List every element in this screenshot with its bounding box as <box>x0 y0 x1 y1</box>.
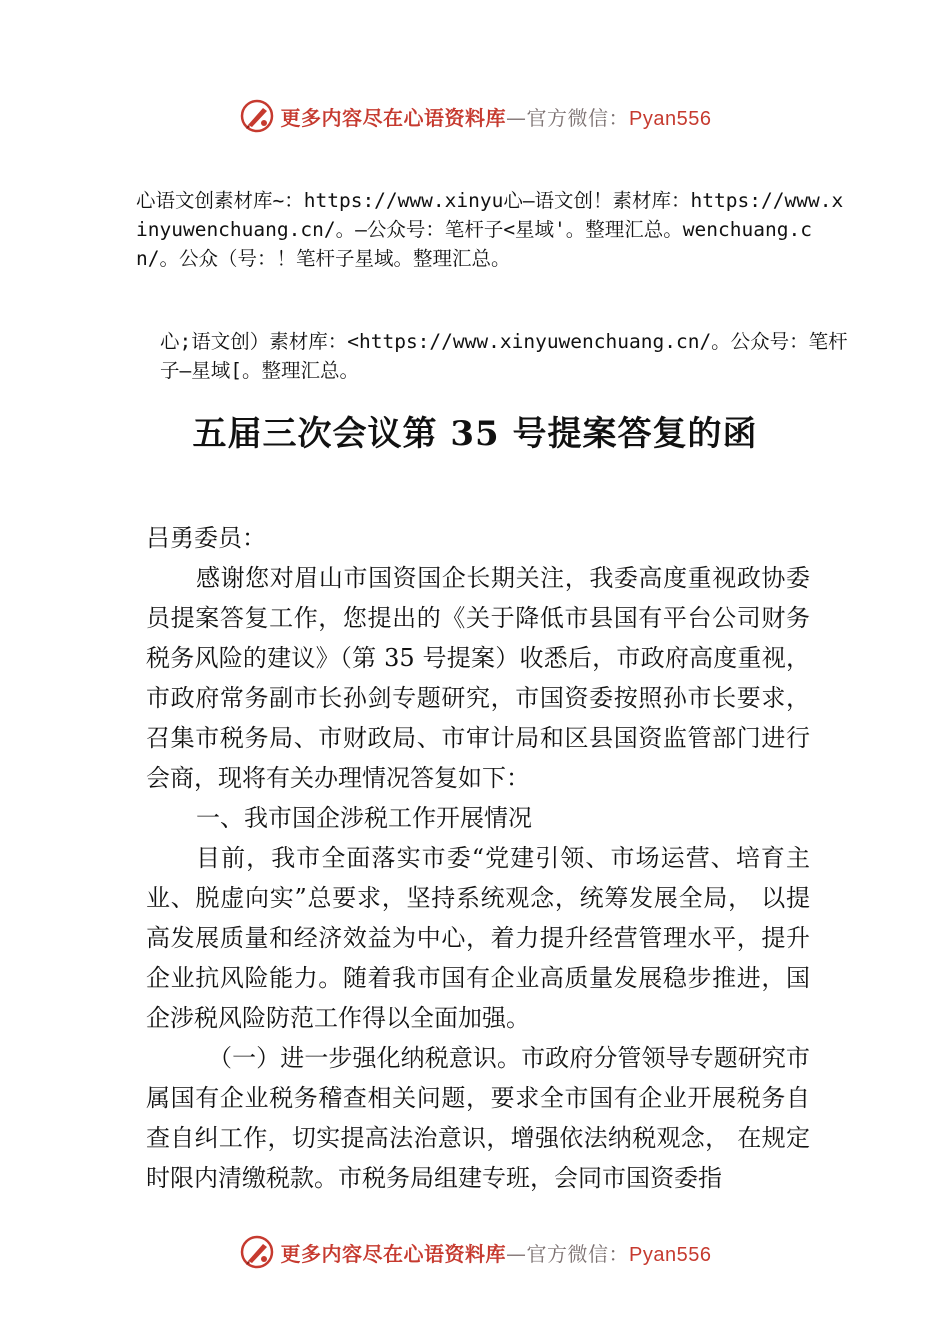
header-banner <box>0 96 950 136</box>
paragraph-intro: 感谢您对眉山市国资国企长期关注，我委高度重视政协委员提案答复工作，您提出的《关于降低市县国有平台公司财务税务风险的建议》（第 35 号提案）收悉后，市政府高度重视，市政府常务副市长孙剑专题研究，市国资委按照孙市长要求，召集市税务局、市财政局、市审计局和区县国资监管部门进行会商，现将有关办理情况答复如下： <box>146 564 810 792</box>
banner-promo: 更多内容尽在心语资料库 <box>280 105 507 130</box>
banner-wechat-id: Pyan556 <box>629 107 712 130</box>
banner-wechat-id: Pyan556 <box>629 1243 712 1266</box>
paragraph-subsection-1: （一）进一步强化纳税意识。市政府分管领导专题研究市属国有企业税务稽查相关问题，要求全市国有企业开展税务自查自纠工作，切实提高法治意识，增强依法纳税观念， 在规定时限内清缴税款。市税务局组建专班，会同市国资委指 <box>146 1044 810 1192</box>
banner-wechat-label: 官方微信： <box>526 1241 630 1266</box>
document-body <box>146 518 810 1198</box>
banner-separator: — <box>506 105 527 130</box>
header-banner-text <box>281 102 712 131</box>
section-heading-1: 一、我市国企涉税工作开展情况 <box>196 804 532 832</box>
watermark-text-block-2: 心;语文创）素材库：<https://www.xinyuwenchuang.cn/。公众号：笔杆子—星域[。整理汇总。 <box>160 330 848 382</box>
pen-logo-icon <box>239 98 275 134</box>
paragraph-section-1: 目前，我市全面落实市委“党建引领、市场运营、培育主业、脱虚向实”总要求，坚持系统观念，统筹发展全局， 以提高发展质量和经济效益为中心，着力提升经营管理水平，提升企业抗风险能力。随着我市国有企业高质量发展稳步推进，国企涉税风险防范工作得以全面加强。 <box>146 844 810 1032</box>
salutation: 吕勇委员： <box>146 524 266 552</box>
pen-logo-icon <box>239 1234 275 1270</box>
banner-wechat-label: 官方微信： <box>526 105 630 130</box>
banner-separator: — <box>506 1241 527 1266</box>
document-title: 五届三次会议第 35 号提案答复的函 <box>192 414 758 454</box>
banner-promo: 更多内容尽在心语资料库 <box>280 1241 507 1266</box>
footer-banner <box>0 1232 950 1272</box>
watermark-text-block-1: 心语文创素材库~：https://www.xinyu心—语文创！素材库：https://www.xinyuwenchuang.cn/。—公众号：笔杆子<星域'。整理汇总。wenchuang.cn/。公众（号：！笔杆子星域。整理汇总。 <box>136 189 844 270</box>
footer-banner-text <box>281 1238 712 1267</box>
